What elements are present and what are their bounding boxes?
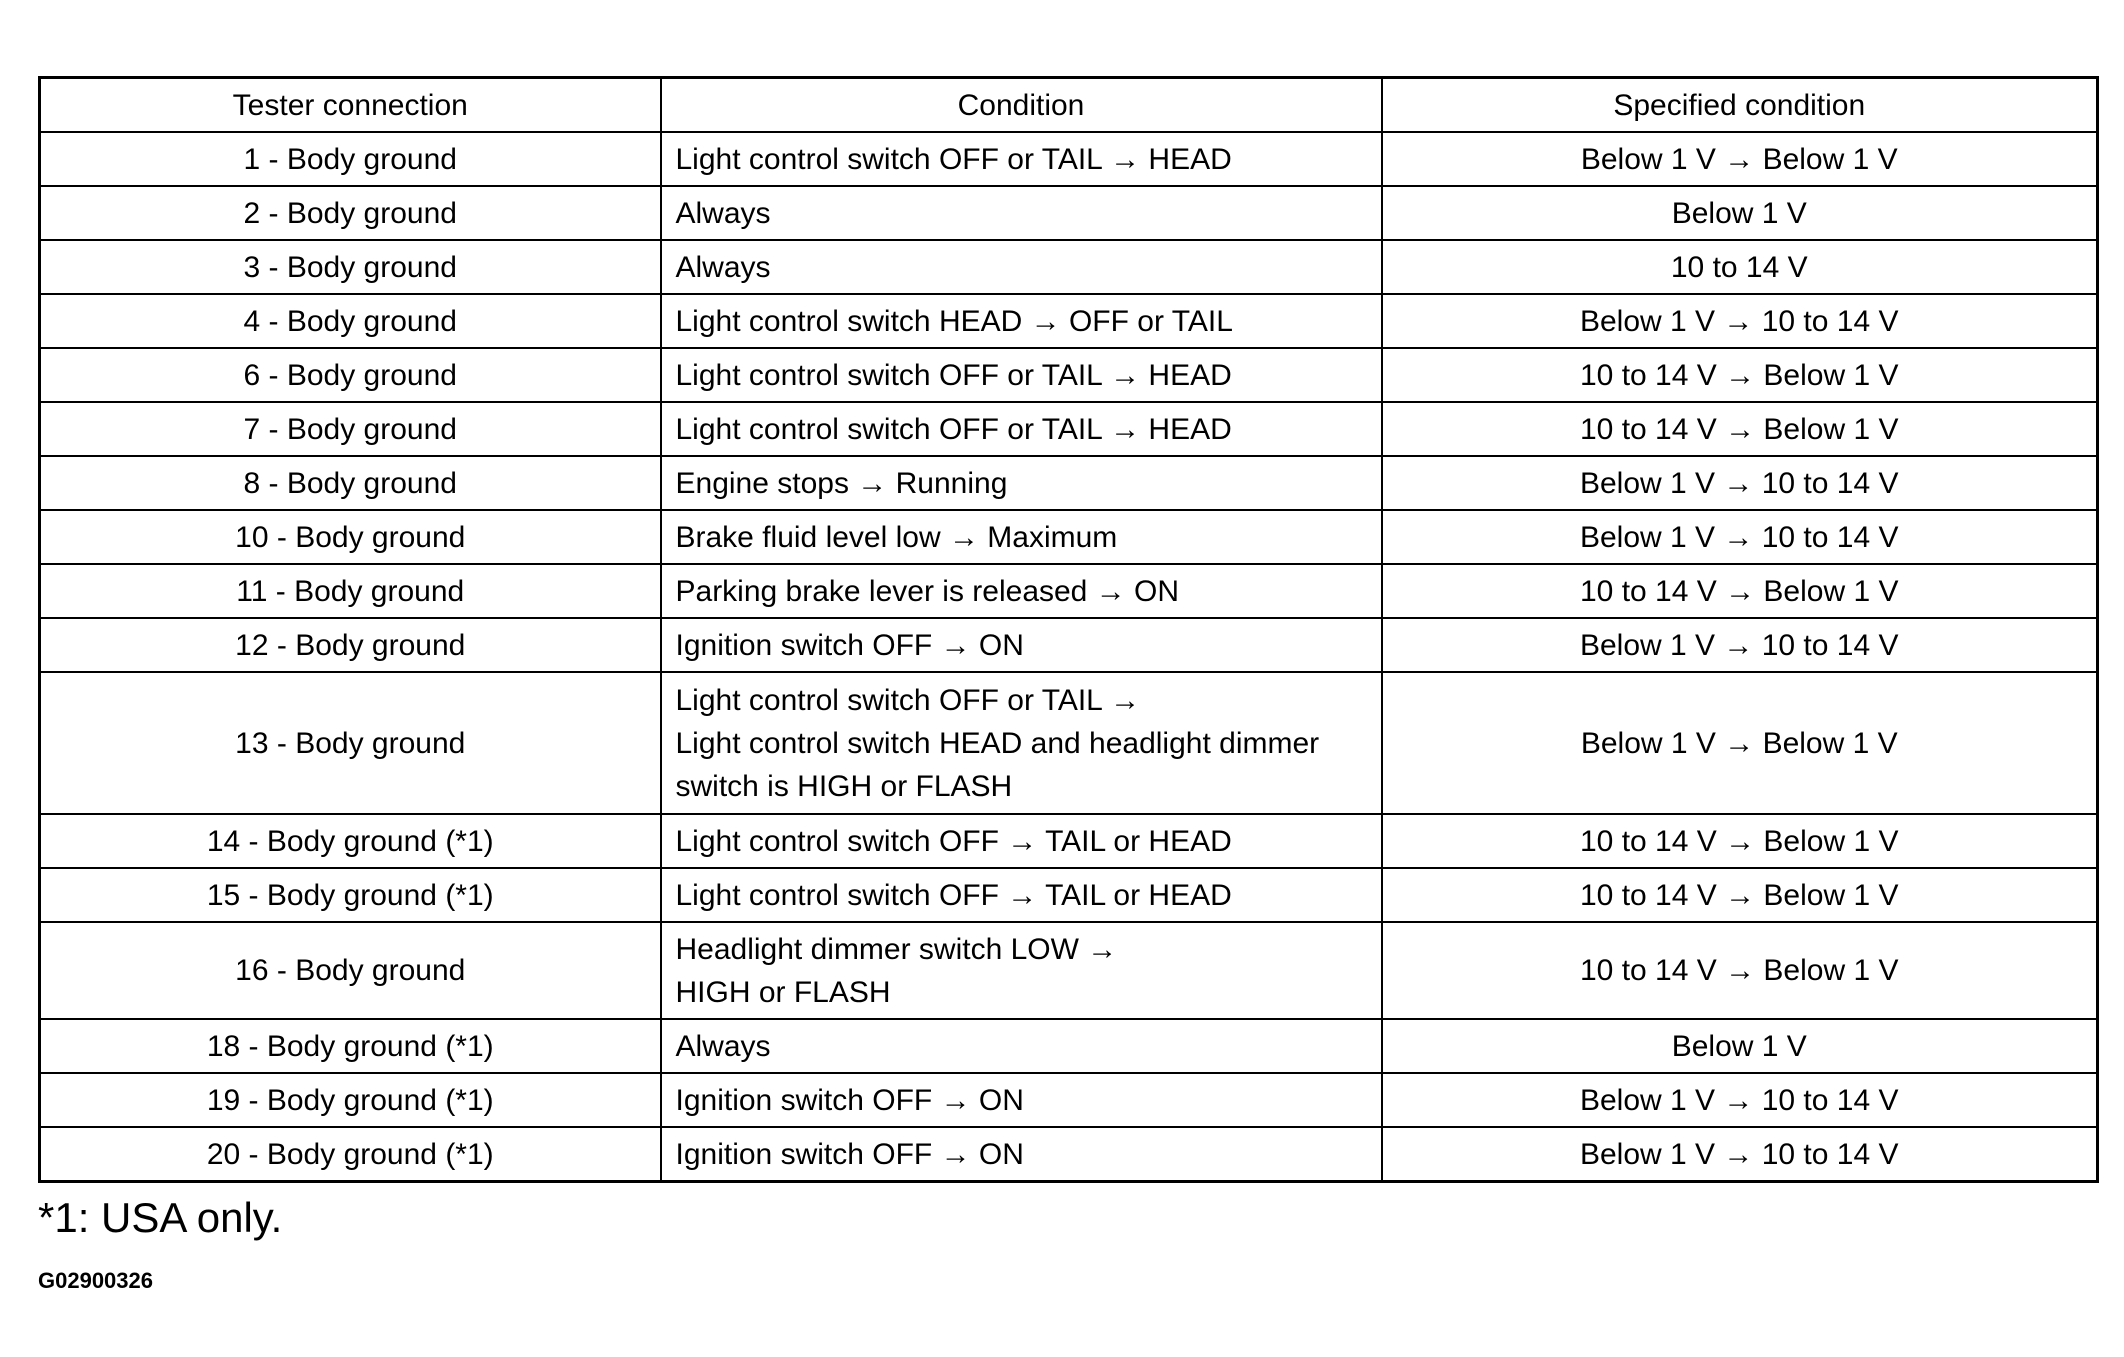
table-row xyxy=(40,922,2098,1019)
specified-condition-cell: 10 to 14 V → Below 1 V xyxy=(1382,402,2098,456)
specified-condition-cell: Below 1 V → 10 to 14 V xyxy=(1382,294,2098,348)
table-row xyxy=(40,1127,2098,1182)
condition-cell: Light control switch OFF or TAIL → HEAD xyxy=(661,348,1382,402)
table-row xyxy=(40,564,2098,618)
condition-cell: Light control switch OFF or TAIL → HEAD xyxy=(661,402,1382,456)
table-body xyxy=(40,132,2098,1182)
table-row xyxy=(40,510,2098,564)
table-row xyxy=(40,294,2098,348)
condition-cell: Light control switch OFF → TAIL or HEAD xyxy=(661,868,1382,922)
tester-connection-cell: 6 - Body ground xyxy=(40,348,661,402)
condition-cell: Ignition switch OFF → ON xyxy=(661,1073,1382,1127)
table-row xyxy=(40,814,2098,868)
spec-table xyxy=(38,76,2099,1183)
table-row xyxy=(40,402,2098,456)
table-row xyxy=(40,456,2098,510)
condition-cell: Light control switch HEAD → OFF or TAIL xyxy=(661,294,1382,348)
table-row xyxy=(40,672,2098,814)
condition-cell: Always xyxy=(661,240,1382,294)
specified-condition-cell: Below 1 V → 10 to 14 V xyxy=(1382,456,2098,510)
tester-connection-cell: 7 - Body ground xyxy=(40,402,661,456)
specified-condition-cell: 10 to 14 V → Below 1 V xyxy=(1382,564,2098,618)
specified-condition-cell: Below 1 V → 10 to 14 V xyxy=(1382,1073,2098,1127)
condition-cell: Ignition switch OFF → ON xyxy=(661,1127,1382,1182)
specified-condition-cell: Below 1 V → Below 1 V xyxy=(1382,672,2098,814)
tester-connection-cell: 10 - Body ground xyxy=(40,510,661,564)
tester-connection-cell: 20 - Body ground (*1) xyxy=(40,1127,661,1182)
header-row xyxy=(40,78,2098,133)
table-row xyxy=(40,240,2098,294)
tester-connection-cell: 1 - Body ground xyxy=(40,132,661,186)
table-row xyxy=(40,1073,2098,1127)
tester-connection-cell: 14 - Body ground (*1) xyxy=(40,814,661,868)
tester-connection-cell: 12 - Body ground xyxy=(40,618,661,672)
specified-condition-cell: Below 1 V → 10 to 14 V xyxy=(1382,1127,2098,1182)
table-row xyxy=(40,618,2098,672)
condition-cell: Always xyxy=(661,186,1382,240)
specified-condition-cell: 10 to 14 V → Below 1 V xyxy=(1382,814,2098,868)
header-specified-condition: Specified condition xyxy=(1382,78,2098,133)
table-row xyxy=(40,186,2098,240)
tester-connection-cell: 15 - Body ground (*1) xyxy=(40,868,661,922)
tester-connection-cell: 18 - Body ground (*1) xyxy=(40,1019,661,1073)
condition-cell: Light control switch OFF → TAIL or HEAD xyxy=(661,814,1382,868)
condition-cell: Light control switch OFF or TAIL → Light control switch HEAD and headlight dimmer switch is HIGH or FLASH xyxy=(661,672,1382,814)
specified-condition-cell: Below 1 V xyxy=(1382,1019,2098,1073)
specified-condition-cell: Below 1 V → 10 to 14 V xyxy=(1382,510,2098,564)
tester-connection-cell: 4 - Body ground xyxy=(40,294,661,348)
condition-cell: Always xyxy=(661,1019,1382,1073)
specified-condition-cell: 10 to 14 V → Below 1 V xyxy=(1382,922,2098,1019)
header-condition: Condition xyxy=(661,78,1382,133)
tester-connection-cell: 19 - Body ground (*1) xyxy=(40,1073,661,1127)
table-row xyxy=(40,348,2098,402)
specified-condition-cell: Below 1 V → Below 1 V xyxy=(1382,132,2098,186)
condition-cell: Brake fluid level low → Maximum xyxy=(661,510,1382,564)
tester-connection-cell: 8 - Body ground xyxy=(40,456,661,510)
specified-condition-cell: 10 to 14 V → Below 1 V xyxy=(1382,348,2098,402)
tester-connection-cell: 16 - Body ground xyxy=(40,922,661,1019)
condition-cell: Engine stops → Running xyxy=(661,456,1382,510)
table-row xyxy=(40,1019,2098,1073)
specified-condition-cell: 10 to 14 V xyxy=(1382,240,2098,294)
condition-cell: Parking brake lever is released → ON xyxy=(661,564,1382,618)
specified-condition-cell: 10 to 14 V → Below 1 V xyxy=(1382,868,2098,922)
condition-cell: Ignition switch OFF → ON xyxy=(661,618,1382,672)
table-row xyxy=(40,868,2098,922)
condition-cell: Light control switch OFF or TAIL → HEAD xyxy=(661,132,1382,186)
header-tester-connection: Tester connection xyxy=(40,78,661,133)
tester-connection-cell: 2 - Body ground xyxy=(40,186,661,240)
figure-code: G02900326 xyxy=(38,1268,153,1293)
footnote: *1: USA only. xyxy=(38,1194,283,1241)
tester-connection-cell: 11 - Body ground xyxy=(40,564,661,618)
tester-connection-cell: 3 - Body ground xyxy=(40,240,661,294)
tester-connection-cell: 13 - Body ground xyxy=(40,672,661,814)
table-row xyxy=(40,132,2098,186)
specified-condition-cell: Below 1 V xyxy=(1382,186,2098,240)
specified-condition-cell: Below 1 V → 10 to 14 V xyxy=(1382,618,2098,672)
condition-cell: Headlight dimmer switch LOW → HIGH or FLASH xyxy=(661,922,1382,1019)
